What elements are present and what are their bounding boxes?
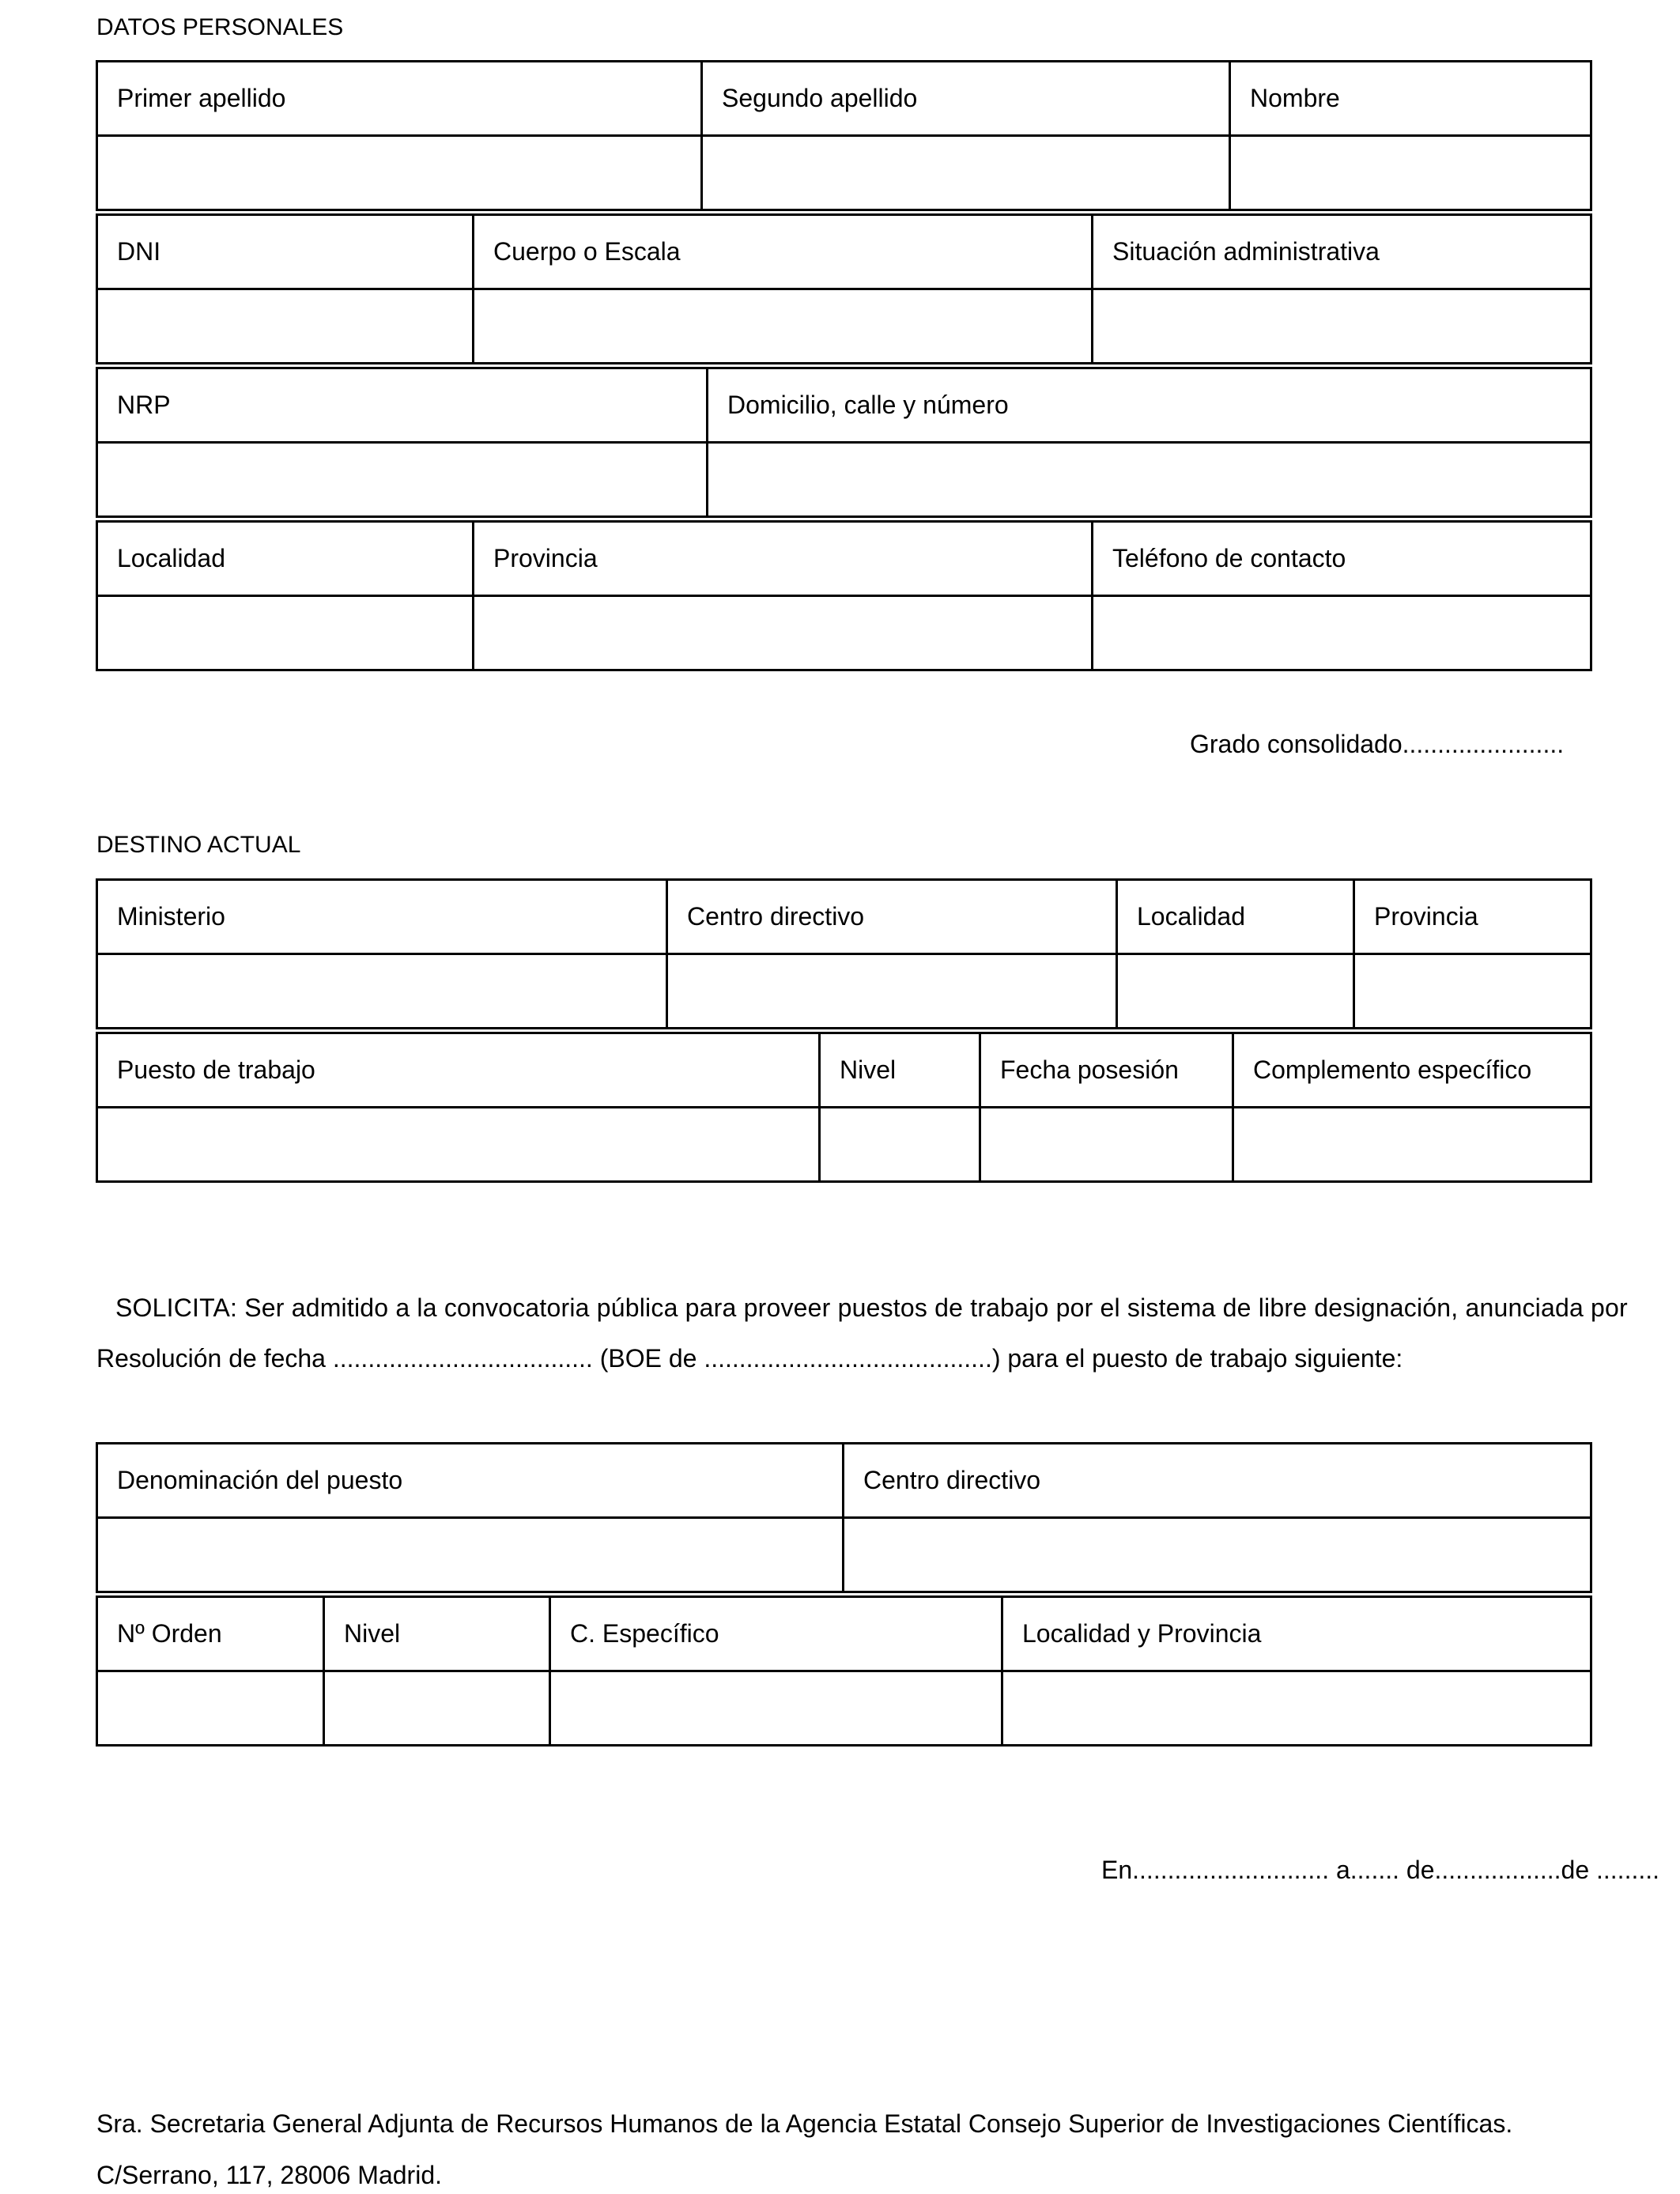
destino-row-1: [96, 878, 1592, 1029]
field-c-especifico[interactable]: [550, 1671, 1002, 1746]
solicita-line-2: Resolución de fecha ..................................... (BOE de .........................................) para el puesto de trabajo siguiente:: [96, 1344, 1403, 1373]
label-denominacion-puesto: Denominación del puesto: [97, 1444, 844, 1518]
destinatario-line-1: Sra. Secretaria General Adjunta de Recursos Humanos de la Agencia Estatal Consejo Superior de Investigaciones Científicas.: [96, 2109, 1513, 2138]
datos-row-1: [96, 60, 1592, 211]
field-situacion-administrativa[interactable]: [1093, 289, 1591, 364]
field-puesto-trabajo[interactable]: [97, 1108, 820, 1182]
field-destino-provincia[interactable]: [1354, 954, 1591, 1029]
field-destino-localidad[interactable]: [1117, 954, 1354, 1029]
field-dni[interactable]: [97, 289, 474, 364]
field-telefono[interactable]: [1093, 596, 1591, 670]
field-puesto-centro-directivo[interactable]: [844, 1518, 1591, 1592]
field-centro-directivo[interactable]: [667, 954, 1117, 1029]
field-segundo-apellido[interactable]: [702, 136, 1230, 210]
field-provincia[interactable]: [474, 596, 1093, 670]
destinatario-line-2: C/Serrano, 117, 28006 Madrid.: [96, 2161, 442, 2189]
label-centro-directivo: Centro directivo: [667, 880, 1117, 954]
label-dni: DNI: [97, 215, 474, 289]
puesto-row-1: [96, 1442, 1592, 1593]
label-domicilio: Domicilio, calle y número: [708, 368, 1591, 443]
field-nivel[interactable]: [820, 1108, 980, 1182]
grado-consolidado: Grado consolidado.......................: [1190, 730, 1565, 758]
label-localidad: Localidad: [97, 522, 474, 596]
field-ministerio[interactable]: [97, 954, 667, 1029]
field-puesto-nivel[interactable]: [324, 1671, 550, 1746]
field-complemento-especifico[interactable]: [1233, 1108, 1591, 1182]
field-nombre[interactable]: [1230, 136, 1591, 210]
section-title-datos-personales: DATOS PERSONALES: [96, 14, 344, 40]
label-segundo-apellido: Segundo apellido: [702, 62, 1230, 136]
label-puesto-trabajo: Puesto de trabajo: [97, 1033, 820, 1108]
datos-row-3: [96, 367, 1592, 518]
field-localidad-provincia[interactable]: [1002, 1671, 1591, 1746]
field-domicilio[interactable]: [708, 443, 1591, 517]
label-numero-orden: Nº Orden: [97, 1597, 324, 1671]
puesto-row-2: [96, 1595, 1592, 1747]
label-c-especifico: C. Específico: [550, 1597, 1002, 1671]
label-fecha-posesion: Fecha posesión: [980, 1033, 1233, 1108]
field-localidad[interactable]: [97, 596, 474, 670]
label-destino-localidad: Localidad: [1117, 880, 1354, 954]
label-puesto-centro-directivo: Centro directivo: [844, 1444, 1591, 1518]
field-denominacion-puesto[interactable]: [97, 1518, 844, 1592]
fecha-lugar: En............................ a....... de..................de .........: [1101, 1856, 1660, 1884]
label-nrp: NRP: [97, 368, 708, 443]
label-nombre: Nombre: [1230, 62, 1591, 136]
field-fecha-posesion[interactable]: [980, 1108, 1233, 1182]
field-nrp[interactable]: [97, 443, 708, 517]
datos-row-2: [96, 213, 1592, 364]
label-telefono: Teléfono de contacto: [1093, 522, 1591, 596]
label-cuerpo-escala: Cuerpo o Escala: [474, 215, 1093, 289]
label-puesto-nivel: Nivel: [324, 1597, 550, 1671]
label-nivel: Nivel: [820, 1033, 980, 1108]
field-numero-orden[interactable]: [97, 1671, 324, 1746]
datos-row-4: [96, 520, 1592, 671]
label-situacion-administrativa: Situación administrativa: [1093, 215, 1591, 289]
label-provincia: Provincia: [474, 522, 1093, 596]
field-cuerpo-escala[interactable]: [474, 289, 1093, 364]
solicita-line-1: SOLICITA: Ser admitido a la convocatoria pública para proveer puestos de trabajo por el sistema de libre designación, anunciada por: [115, 1293, 1628, 1322]
label-ministerio: Ministerio: [97, 880, 667, 954]
label-complemento-especifico: Complemento específico: [1233, 1033, 1591, 1108]
label-primer-apellido: Primer apellido: [97, 62, 702, 136]
section-title-destino-actual: DESTINO ACTUAL: [96, 832, 301, 858]
label-destino-provincia: Provincia: [1354, 880, 1591, 954]
destino-row-2: [96, 1032, 1592, 1183]
label-localidad-provincia: Localidad y Provincia: [1002, 1597, 1591, 1671]
field-primer-apellido[interactable]: [97, 136, 702, 210]
